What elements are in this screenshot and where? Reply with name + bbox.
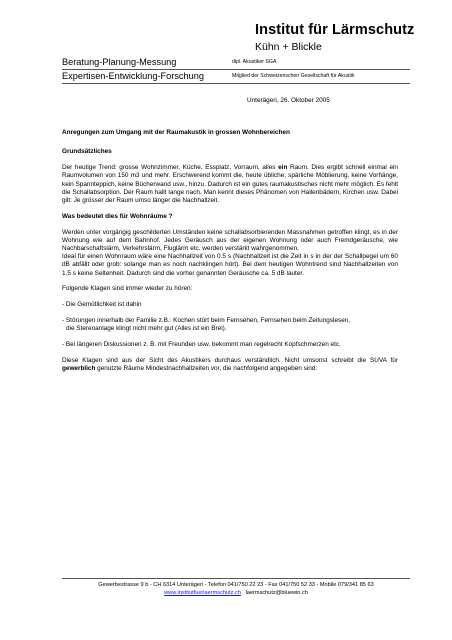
footer-address: Gewerbestrasse 9 b - CH 6314 Unterägeri - Telefon 041/750 22 23 - Fax 041/750 52 33 - Mobile 079/341 85 63 [98, 582, 374, 588]
footer-contact [62, 590, 410, 598]
section-heading-basics: Grundsätzliches [62, 148, 112, 156]
footer-divider [62, 578, 410, 579]
footer [62, 582, 410, 597]
complaint-item-3: - Bei längeren Diskussionen z. B. mit Freunden usw. bekommt man regelrecht Kopfschmerzen etc. [62, 341, 341, 349]
header-divider-2 [62, 83, 410, 84]
letter-title: Anregungen zum Umgang mit der Raumakustik in grossen Wohnbereichen [62, 129, 290, 137]
letter-body [62, 97, 398, 381]
paragraph-consequences: Werden unter vorgängig geschilderten Umständen keine schallabsorbierenden Massnahmen getroffen klingt, es in der Wohnung wie auf dem Bahnhof. Jedes Geräusch aus der eigenen Wohnung oder auch Fremdgeräusche, wie Nachbarschaftslärm, Verkehrslärm, Fluglärm etc. werden verstärkt wahrgenommen. [62, 228, 398, 253]
trend-text-bold: ein [278, 164, 288, 172]
membership-note: Mitglied der Schweizerischen Gesellschaft für Akustik [232, 73, 355, 79]
institute-name: Institut für Lärmschutz [255, 22, 415, 38]
institute-partners: Kühn + Blickle [255, 41, 322, 53]
tagline-research: Expertisen-Entwicklung-Forschung [62, 71, 204, 81]
section-heading-meaning: Was bedeutet dies für Wohnräume ? [62, 212, 173, 220]
trend-text-part-1: Der heutige Trend: grosse Wohnzimmer, Küche, Essplatz, Vorraum, alles [62, 164, 279, 172]
closing-text-part-2: genutzte Räume Mindestnachhallzeiten vor, die nachfolgend angegeben sind: [95, 365, 318, 373]
date-line: Unterägeri, 26. Oktober 2005 [247, 97, 330, 104]
complaint-item-2-line-1: - Störungen innerhalb der Familie z.B.: Kochen stört beim Fernsehen, Fernsehen beim Zeitungslesen, [62, 317, 351, 325]
website-link[interactable]: www.institutfuerlaermschutz.ch [164, 589, 241, 596]
qualification-note: dipl. Akustiker SGA [232, 59, 277, 65]
complaints-intro: Folgende Klagen sind immer wieder zu hören: [62, 285, 193, 293]
paragraph-closing [62, 357, 398, 373]
complaint-item-2-line-2: die Stereoanlage klingt nicht mehr gut (Alles ist ein Brei). [66, 325, 227, 333]
paragraph-trend [62, 164, 398, 205]
complaint-item-1: - Die Gemütlichkeit ist dahin [62, 301, 142, 309]
tagline-services: Beratung-Planung-Messung [62, 57, 177, 67]
email-address: laermschutz@bluewin.ch [245, 589, 308, 596]
closing-text-bold: gewerblich [62, 365, 96, 373]
paragraph-reverberation: Ideal für einen Wohnraum wäre eine Nachhallzeit von 0.5 s (Nachhallzeit ist die Zeit in s in der der Schallpegel um 60 dB abfällt oder grob: solange man es noch nachklingen hört). Bei dem heutigen Wohntrend sind Nachhallzeiten von 1.5 s keine Seltenheit. Dadurch sind die vorher genannten Geräusche ca. 5 dB lauter. [62, 253, 398, 277]
trend-text-part-2: Raum. Dies ergibt schnell einmal ein Raumvolumen von 150 m3 und mehr. Erschwerend kommt die, heute übliche, spärliche Möblierung, keine Vorhänge, kein Spannteppich, keine Bücherwand usw., hinzu. Dadurch ist ein gutes raumakustisches nicht mehr möglich. Es fehlt die Schallabsorption. Der Raum hallt lange nach. Man kennt dieses Phänomen von Hallenbädern, Kirchen usw. Dabei gilt: Je grösser der Raum umso länger die Nachhallzeit. [62, 164, 398, 205]
header-divider-1 [62, 69, 410, 70]
complaint-item-2 [62, 317, 398, 333]
closing-text-part-1: Diese Klagen sind aus der Sicht des Akustikers durchaus verständlich. Nicht umsonst schreibt die SUVA für [62, 356, 398, 364]
